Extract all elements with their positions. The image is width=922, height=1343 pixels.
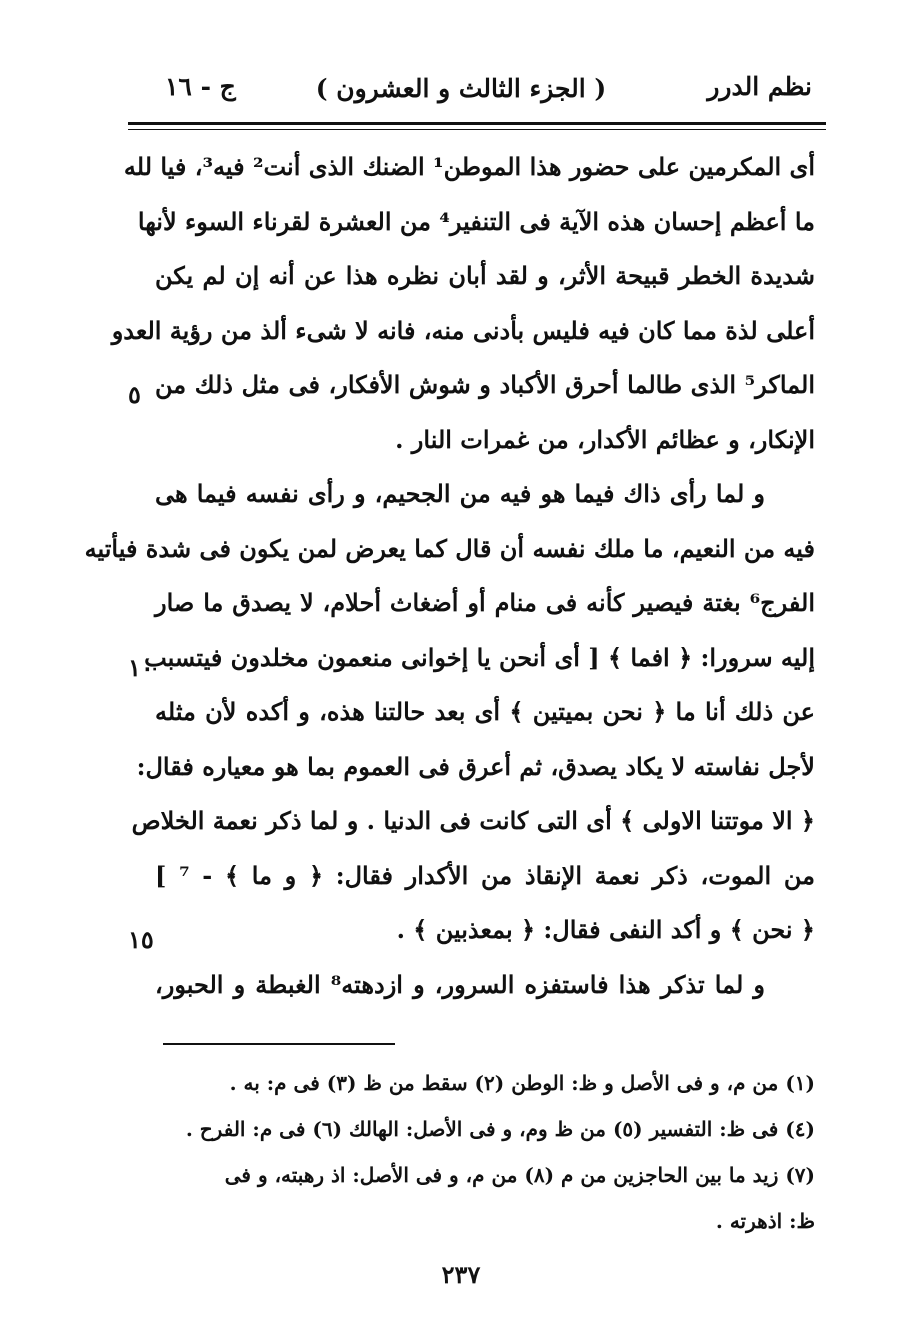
text-line: الفرج⁶ بغتة فيصير كأنه فى منام أو أضغاث أحلام، لا يصدق ما صار: [155, 588, 815, 617]
text-line: و لما تذكر هذا فاستفزه السرور، و ازدهته⁸ الغبطة و الحبور،: [155, 969, 765, 999]
text-line: أى المكرمين على حضور هذا الموطن¹ الضنك الذى أنت² فيه³، فيا لله: [123, 152, 815, 181]
line-number-15: ١٥: [128, 925, 154, 954]
line-number-5: ٥: [128, 380, 141, 409]
header-rule-thin: [128, 129, 826, 130]
volume-reference: ج - ١٦: [165, 72, 236, 101]
text-line: فيه من النعيم، ما ملك نفسه أن قال كما يعرض لمن يكون فى شدة فيأتيه: [84, 533, 815, 563]
footnote-line: (٤) فى ظ: التفسير (٥) من ظ وم، و فى الأصل: الهالك (٦) فى م: الفرح .: [185, 1117, 815, 1141]
text-line: لأجل نفاسته لا يكاد يصدق، ثم أعرق فى العموم بما هو معياره فقال:: [136, 751, 815, 781]
page-number: ٢٣٧: [441, 1260, 481, 1289]
text-line: عن ذلك أنا ما ﴿ نحن بميتين ﴾ أى بعد حالتنا هذه، و أكده لأن مثله: [155, 697, 815, 726]
part-title: ( الجزء الثالث و العشرون ): [315, 74, 607, 103]
footnote-line: (٧) زيد ما بين الحاجزين من م (٨) من م، و فى الأصل: اذ رهبته، و فى: [224, 1163, 815, 1187]
text-line: من الموت، ذكر نعمة الإنقاذ من الأكدار فقال: ﴿ و ما ﴾ - ⁷ ]: [155, 860, 815, 890]
text-line: أعلى لذة مما كان فيه فليس بأدنى منه، فانه لا شىء ألذ من رؤية العدو: [111, 315, 815, 345]
text-line: شديدة الخطر قبيحة الأثر، و لقد أبان نظره هذا عن أنه إن لم يكن: [155, 261, 815, 290]
footnotes: [155, 1060, 815, 1244]
text-line: ﴿ نحن ﴾ و أكد النفى فقال: ﴿ بمعذبين ﴾ .: [396, 915, 815, 944]
text-line: و لما رأى ذاك فيما هو فيه من الجحيم، و رأى نفسه فيما هى: [155, 479, 765, 508]
footnote-rule: [163, 1043, 395, 1045]
footnote-line: (١) من م، و فى الأصل و ظ: الوطن (٢) سقط من ظ (٣) فى م: به .: [229, 1071, 815, 1095]
footnote-line: ظ: اذهرته .: [715, 1209, 815, 1233]
book-title: نظم الدرر: [707, 72, 812, 101]
text-line: الإنكار، و عظائم الأكدار، من غمرات النار .: [395, 424, 815, 454]
text-line: الماكر⁵ الذى طالما أحرق الأكباد و شوش الأفكار، فى مثل ذلك من: [155, 370, 815, 399]
header-rule-thick: [128, 122, 826, 125]
line-number-10: ١٠: [128, 653, 154, 682]
text-line: ما أعظم إحسان هذه الآية فى التنفير⁴ من العشرة لقرناء السوء لأنها: [137, 206, 815, 236]
text-line: إليه سرورا: ﴿ افما ﴾ [ أى أنحن يا إخوانى منعمون مخلدون فيتسبب: [144, 642, 815, 672]
text-line: ﴿ الا موتتنا الاولى ﴾ أى التى كانت فى الدنيا . و لما ذكر نعمة الخلاص: [131, 806, 815, 835]
